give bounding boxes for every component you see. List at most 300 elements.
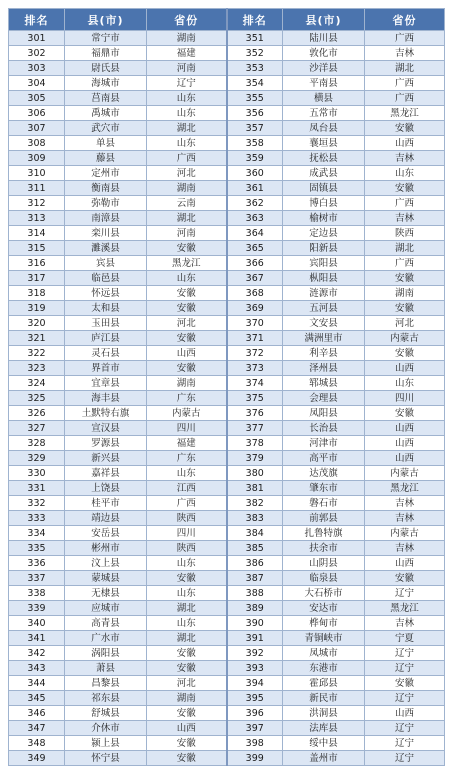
province-cell: 安徽 — [365, 406, 445, 421]
county-cell: 昌黎县 — [65, 676, 147, 691]
province-cell: 安徽 — [365, 571, 445, 586]
province-cell: 山东 — [147, 136, 227, 151]
province-cell: 湖南 — [147, 691, 227, 706]
county-cell: 敦化市 — [283, 46, 365, 61]
rank-cell: 367 — [227, 271, 283, 286]
rank-cell: 356 — [227, 106, 283, 121]
county-cell: 安岳县 — [65, 526, 147, 541]
rank-cell: 395 — [227, 691, 283, 706]
rank-cell: 306 — [9, 106, 65, 121]
rank-cell: 336 — [9, 556, 65, 571]
table-row — [9, 406, 445, 421]
rank-cell: 370 — [227, 316, 283, 331]
rank-cell: 371 — [227, 331, 283, 346]
province-cell: 广西 — [365, 256, 445, 271]
county-cell: 绥中县 — [283, 736, 365, 751]
county-cell: 宣汉县 — [65, 421, 147, 436]
table-row — [9, 61, 445, 76]
rank-cell: 315 — [9, 241, 65, 256]
rank-cell: 353 — [227, 61, 283, 76]
province-cell: 宁夏 — [365, 631, 445, 646]
county-cell: 尉氏县 — [65, 61, 147, 76]
province-cell: 安徽 — [365, 121, 445, 136]
header-rank-left: 排名 — [9, 9, 65, 31]
rank-cell: 368 — [227, 286, 283, 301]
province-cell: 湖北 — [147, 211, 227, 226]
province-cell: 山东 — [365, 166, 445, 181]
county-cell: 宾阳县 — [283, 256, 365, 271]
table-row — [9, 586, 445, 601]
county-cell: 抚松县 — [283, 151, 365, 166]
county-cell: 洪洞县 — [283, 706, 365, 721]
table-row — [9, 436, 445, 451]
province-cell: 山西 — [147, 346, 227, 361]
table-row — [9, 106, 445, 121]
county-cell: 阳新县 — [283, 241, 365, 256]
county-cell: 弥勒市 — [65, 196, 147, 211]
rank-cell: 396 — [227, 706, 283, 721]
table-row — [9, 571, 445, 586]
province-cell: 陕西 — [147, 511, 227, 526]
county-cell: 禹城市 — [65, 106, 147, 121]
county-cell: 满洲里市 — [283, 331, 365, 346]
province-cell: 福建 — [147, 436, 227, 451]
table-row — [9, 601, 445, 616]
rank-cell: 339 — [9, 601, 65, 616]
rank-cell: 360 — [227, 166, 283, 181]
county-cell: 临泉县 — [283, 571, 365, 586]
rank-cell: 385 — [227, 541, 283, 556]
province-cell: 内蒙古 — [147, 406, 227, 421]
header-rank-right: 排名 — [227, 9, 283, 31]
county-cell: 长治县 — [283, 421, 365, 436]
province-cell: 安徽 — [147, 241, 227, 256]
table-row — [9, 166, 445, 181]
province-cell: 山西 — [365, 706, 445, 721]
county-cell: 山阴县 — [283, 556, 365, 571]
rank-cell: 383 — [227, 511, 283, 526]
province-cell: 广西 — [365, 91, 445, 106]
rank-cell: 388 — [227, 586, 283, 601]
rank-cell: 380 — [227, 466, 283, 481]
rank-cell: 318 — [9, 286, 65, 301]
rank-cell: 338 — [9, 586, 65, 601]
county-cell: 涡阳县 — [65, 646, 147, 661]
province-cell: 河南 — [147, 61, 227, 76]
county-cell: 扶余市 — [283, 541, 365, 556]
province-cell: 湖北 — [147, 121, 227, 136]
province-cell: 山东 — [147, 106, 227, 121]
rank-cell: 317 — [9, 271, 65, 286]
county-cell: 博白县 — [283, 196, 365, 211]
county-cell: 彬州市 — [65, 541, 147, 556]
table-row — [9, 196, 445, 211]
rank-cell: 378 — [227, 436, 283, 451]
county-cell: 泽州县 — [283, 361, 365, 376]
rank-cell: 373 — [227, 361, 283, 376]
rank-cell: 361 — [227, 181, 283, 196]
rank-cell: 333 — [9, 511, 65, 526]
table-row — [9, 376, 445, 391]
rank-cell: 325 — [9, 391, 65, 406]
rank-cell: 335 — [9, 541, 65, 556]
province-cell: 黑龙江 — [365, 106, 445, 121]
rank-cell: 303 — [9, 61, 65, 76]
rank-cell: 345 — [9, 691, 65, 706]
county-cell: 五常市 — [283, 106, 365, 121]
rank-cell: 330 — [9, 466, 65, 481]
rank-cell: 347 — [9, 721, 65, 736]
rank-cell: 314 — [9, 226, 65, 241]
rank-cell: 320 — [9, 316, 65, 331]
province-cell: 湖南 — [147, 376, 227, 391]
table-row — [9, 316, 445, 331]
header-province-left: 省份 — [147, 9, 227, 31]
county-cell: 界首市 — [65, 361, 147, 376]
county-cell: 海丰县 — [65, 391, 147, 406]
rank-cell: 369 — [227, 301, 283, 316]
province-cell: 辽宁 — [365, 751, 445, 766]
county-cell: 临邑县 — [65, 271, 147, 286]
county-cell: 五河县 — [283, 301, 365, 316]
header-county-right: 县(市) — [283, 9, 365, 31]
county-cell: 太和县 — [65, 301, 147, 316]
province-cell: 山西 — [147, 721, 227, 736]
rank-cell: 390 — [227, 616, 283, 631]
table-row — [9, 271, 445, 286]
province-cell: 吉林 — [365, 511, 445, 526]
table-row — [9, 46, 445, 61]
province-cell: 安徽 — [147, 706, 227, 721]
province-cell: 辽宁 — [365, 646, 445, 661]
county-cell: 安达市 — [283, 601, 365, 616]
ranking-sheet — [8, 8, 444, 766]
rank-cell: 329 — [9, 451, 65, 466]
rank-cell: 348 — [9, 736, 65, 751]
county-cell: 陆川县 — [283, 31, 365, 46]
county-cell: 汶上县 — [65, 556, 147, 571]
table-row — [9, 541, 445, 556]
rank-cell: 307 — [9, 121, 65, 136]
rank-cell: 351 — [227, 31, 283, 46]
table-row — [9, 451, 445, 466]
county-cell: 涟源市 — [283, 286, 365, 301]
province-cell: 黑龙江 — [365, 481, 445, 496]
county-cell: 武穴市 — [65, 121, 147, 136]
province-cell: 湖北 — [365, 61, 445, 76]
county-cell: 介休市 — [65, 721, 147, 736]
province-cell: 吉林 — [365, 211, 445, 226]
county-cell: 上饶县 — [65, 481, 147, 496]
table-row — [9, 121, 445, 136]
county-cell: 宾县 — [65, 256, 147, 271]
table-row — [9, 556, 445, 571]
province-cell: 山西 — [365, 361, 445, 376]
county-cell: 定边县 — [283, 226, 365, 241]
province-cell: 湖北 — [147, 601, 227, 616]
table-row — [9, 631, 445, 646]
rank-cell: 377 — [227, 421, 283, 436]
county-cell: 福鼎市 — [65, 46, 147, 61]
county-cell: 土默特右旗 — [65, 406, 147, 421]
rank-cell: 334 — [9, 526, 65, 541]
county-cell: 平南县 — [283, 76, 365, 91]
county-cell: 桂平市 — [65, 496, 147, 511]
rank-cell: 342 — [9, 646, 65, 661]
table-row — [9, 466, 445, 481]
rank-cell: 374 — [227, 376, 283, 391]
province-cell: 吉林 — [365, 151, 445, 166]
rank-cell: 326 — [9, 406, 65, 421]
province-cell: 湖南 — [365, 286, 445, 301]
province-cell: 安徽 — [365, 301, 445, 316]
rank-cell: 398 — [227, 736, 283, 751]
table-row — [9, 91, 445, 106]
table-row — [9, 646, 445, 661]
province-cell: 湖南 — [147, 181, 227, 196]
province-cell: 河北 — [147, 166, 227, 181]
table-row — [9, 31, 445, 46]
rank-cell: 349 — [9, 751, 65, 766]
county-cell: 沙洋县 — [283, 61, 365, 76]
province-cell: 山西 — [365, 136, 445, 151]
county-cell: 大石桥市 — [283, 586, 365, 601]
province-cell: 安徽 — [147, 736, 227, 751]
rank-cell: 328 — [9, 436, 65, 451]
rank-cell: 389 — [227, 601, 283, 616]
table-row — [9, 526, 445, 541]
province-cell: 安徽 — [365, 181, 445, 196]
rank-cell: 308 — [9, 136, 65, 151]
county-cell: 常宁市 — [65, 31, 147, 46]
county-cell: 濉溪县 — [65, 241, 147, 256]
county-cell: 会理县 — [283, 391, 365, 406]
county-cell: 藤县 — [65, 151, 147, 166]
rank-cell: 344 — [9, 676, 65, 691]
county-cell: 宜章县 — [65, 376, 147, 391]
province-cell: 安徽 — [147, 286, 227, 301]
rank-cell: 397 — [227, 721, 283, 736]
table-row — [9, 721, 445, 736]
province-cell: 山东 — [365, 376, 445, 391]
rank-cell: 309 — [9, 151, 65, 166]
county-cell: 凤城市 — [283, 646, 365, 661]
province-cell: 广西 — [147, 496, 227, 511]
table-row — [9, 661, 445, 676]
rank-cell: 311 — [9, 181, 65, 196]
province-cell: 安徽 — [147, 646, 227, 661]
province-cell: 湖北 — [147, 631, 227, 646]
rank-cell: 301 — [9, 31, 65, 46]
rank-cell: 382 — [227, 496, 283, 511]
county-cell: 襄垣县 — [283, 136, 365, 151]
province-cell: 云南 — [147, 196, 227, 211]
table-row — [9, 391, 445, 406]
header-row — [9, 9, 445, 31]
province-cell: 安徽 — [147, 361, 227, 376]
county-cell: 栾川县 — [65, 226, 147, 241]
county-cell: 青铜峡市 — [283, 631, 365, 646]
table-row — [9, 676, 445, 691]
province-cell: 山东 — [147, 466, 227, 481]
county-cell: 前郭县 — [283, 511, 365, 526]
county-cell: 法库县 — [283, 721, 365, 736]
rank-cell: 312 — [9, 196, 65, 211]
province-cell: 山西 — [365, 436, 445, 451]
rank-cell: 319 — [9, 301, 65, 316]
rank-cell: 310 — [9, 166, 65, 181]
rank-cell: 359 — [227, 151, 283, 166]
province-cell: 安徽 — [147, 331, 227, 346]
rank-cell: 304 — [9, 76, 65, 91]
county-cell: 单县 — [65, 136, 147, 151]
province-cell: 广东 — [147, 391, 227, 406]
province-cell: 广西 — [147, 151, 227, 166]
province-cell: 安徽 — [147, 571, 227, 586]
rank-cell: 327 — [9, 421, 65, 436]
table-row — [9, 346, 445, 361]
county-cell: 舒城县 — [65, 706, 147, 721]
table-row — [9, 211, 445, 226]
province-cell: 广东 — [147, 451, 227, 466]
rank-cell: 386 — [227, 556, 283, 571]
county-cell: 新民市 — [283, 691, 365, 706]
province-cell: 吉林 — [365, 496, 445, 511]
table-row — [9, 751, 445, 766]
county-ranking-table — [8, 8, 445, 766]
table-row — [9, 736, 445, 751]
rank-cell: 357 — [227, 121, 283, 136]
county-cell: 祁东县 — [65, 691, 147, 706]
province-cell: 安徽 — [365, 676, 445, 691]
rank-cell: 376 — [227, 406, 283, 421]
table-row — [9, 616, 445, 631]
county-cell: 新兴县 — [65, 451, 147, 466]
county-cell: 灵石县 — [65, 346, 147, 361]
rank-cell: 324 — [9, 376, 65, 391]
county-cell: 河津市 — [283, 436, 365, 451]
table-body — [9, 31, 445, 766]
province-cell: 河北 — [147, 316, 227, 331]
rank-cell: 313 — [9, 211, 65, 226]
county-cell: 桦甸市 — [283, 616, 365, 631]
province-cell: 安徽 — [147, 751, 227, 766]
province-cell: 山西 — [365, 451, 445, 466]
county-cell: 利辛县 — [283, 346, 365, 361]
county-cell: 盖州市 — [283, 751, 365, 766]
province-cell: 黑龙江 — [147, 256, 227, 271]
county-cell: 肇东市 — [283, 481, 365, 496]
rank-cell: 322 — [9, 346, 65, 361]
rank-cell: 393 — [227, 661, 283, 676]
province-cell: 辽宁 — [365, 691, 445, 706]
rank-cell: 343 — [9, 661, 65, 676]
county-cell: 颍上县 — [65, 736, 147, 751]
county-cell: 扎鲁特旗 — [283, 526, 365, 541]
table-row — [9, 76, 445, 91]
province-cell: 吉林 — [365, 616, 445, 631]
province-cell: 河北 — [147, 676, 227, 691]
rank-cell: 387 — [227, 571, 283, 586]
county-cell: 应城市 — [65, 601, 147, 616]
province-cell: 内蒙古 — [365, 331, 445, 346]
header-county-left: 县(市) — [65, 9, 147, 31]
rank-cell: 340 — [9, 616, 65, 631]
rank-cell: 331 — [9, 481, 65, 496]
county-cell: 无棣县 — [65, 586, 147, 601]
rank-cell: 321 — [9, 331, 65, 346]
province-cell: 辽宁 — [365, 661, 445, 676]
province-cell: 山东 — [147, 556, 227, 571]
province-cell: 辽宁 — [365, 736, 445, 751]
county-cell: 海城市 — [65, 76, 147, 91]
province-cell: 河北 — [365, 316, 445, 331]
county-cell: 横县 — [283, 91, 365, 106]
province-cell: 四川 — [365, 391, 445, 406]
rank-cell: 372 — [227, 346, 283, 361]
province-cell: 河南 — [147, 226, 227, 241]
rank-cell: 332 — [9, 496, 65, 511]
province-cell: 广西 — [365, 196, 445, 211]
county-cell: 枞阳县 — [283, 271, 365, 286]
rank-cell: 316 — [9, 256, 65, 271]
rank-cell: 302 — [9, 46, 65, 61]
table-row — [9, 421, 445, 436]
rank-cell: 399 — [227, 751, 283, 766]
province-cell: 广西 — [365, 31, 445, 46]
table-row — [9, 181, 445, 196]
province-cell: 湖南 — [147, 31, 227, 46]
county-cell: 霍邱县 — [283, 676, 365, 691]
table-row — [9, 286, 445, 301]
county-cell: 嘉祥县 — [65, 466, 147, 481]
county-cell: 莒南县 — [65, 91, 147, 106]
county-cell: 广水市 — [65, 631, 147, 646]
table-row — [9, 511, 445, 526]
county-cell: 达茂旗 — [283, 466, 365, 481]
province-cell: 四川 — [147, 421, 227, 436]
province-cell: 山西 — [365, 556, 445, 571]
rank-cell: 365 — [227, 241, 283, 256]
table-row — [9, 301, 445, 316]
county-cell: 东港市 — [283, 661, 365, 676]
province-cell: 广西 — [365, 76, 445, 91]
province-cell: 山东 — [147, 271, 227, 286]
province-cell: 湖北 — [365, 241, 445, 256]
province-cell: 安徽 — [365, 346, 445, 361]
table-row — [9, 136, 445, 151]
rank-cell: 394 — [227, 676, 283, 691]
rank-cell: 323 — [9, 361, 65, 376]
table-row — [9, 481, 445, 496]
county-cell: 固镇县 — [283, 181, 365, 196]
rank-cell: 352 — [227, 46, 283, 61]
county-cell: 玉田县 — [65, 316, 147, 331]
rank-cell: 346 — [9, 706, 65, 721]
rank-cell: 305 — [9, 91, 65, 106]
province-cell: 江西 — [147, 481, 227, 496]
table-row — [9, 331, 445, 346]
province-cell: 吉林 — [365, 46, 445, 61]
county-cell: 怀宁县 — [65, 751, 147, 766]
county-cell: 定州市 — [65, 166, 147, 181]
county-cell: 庐江县 — [65, 331, 147, 346]
rank-cell: 354 — [227, 76, 283, 91]
table-row — [9, 496, 445, 511]
province-cell: 辽宁 — [365, 721, 445, 736]
county-cell: 靖边县 — [65, 511, 147, 526]
rank-cell: 392 — [227, 646, 283, 661]
